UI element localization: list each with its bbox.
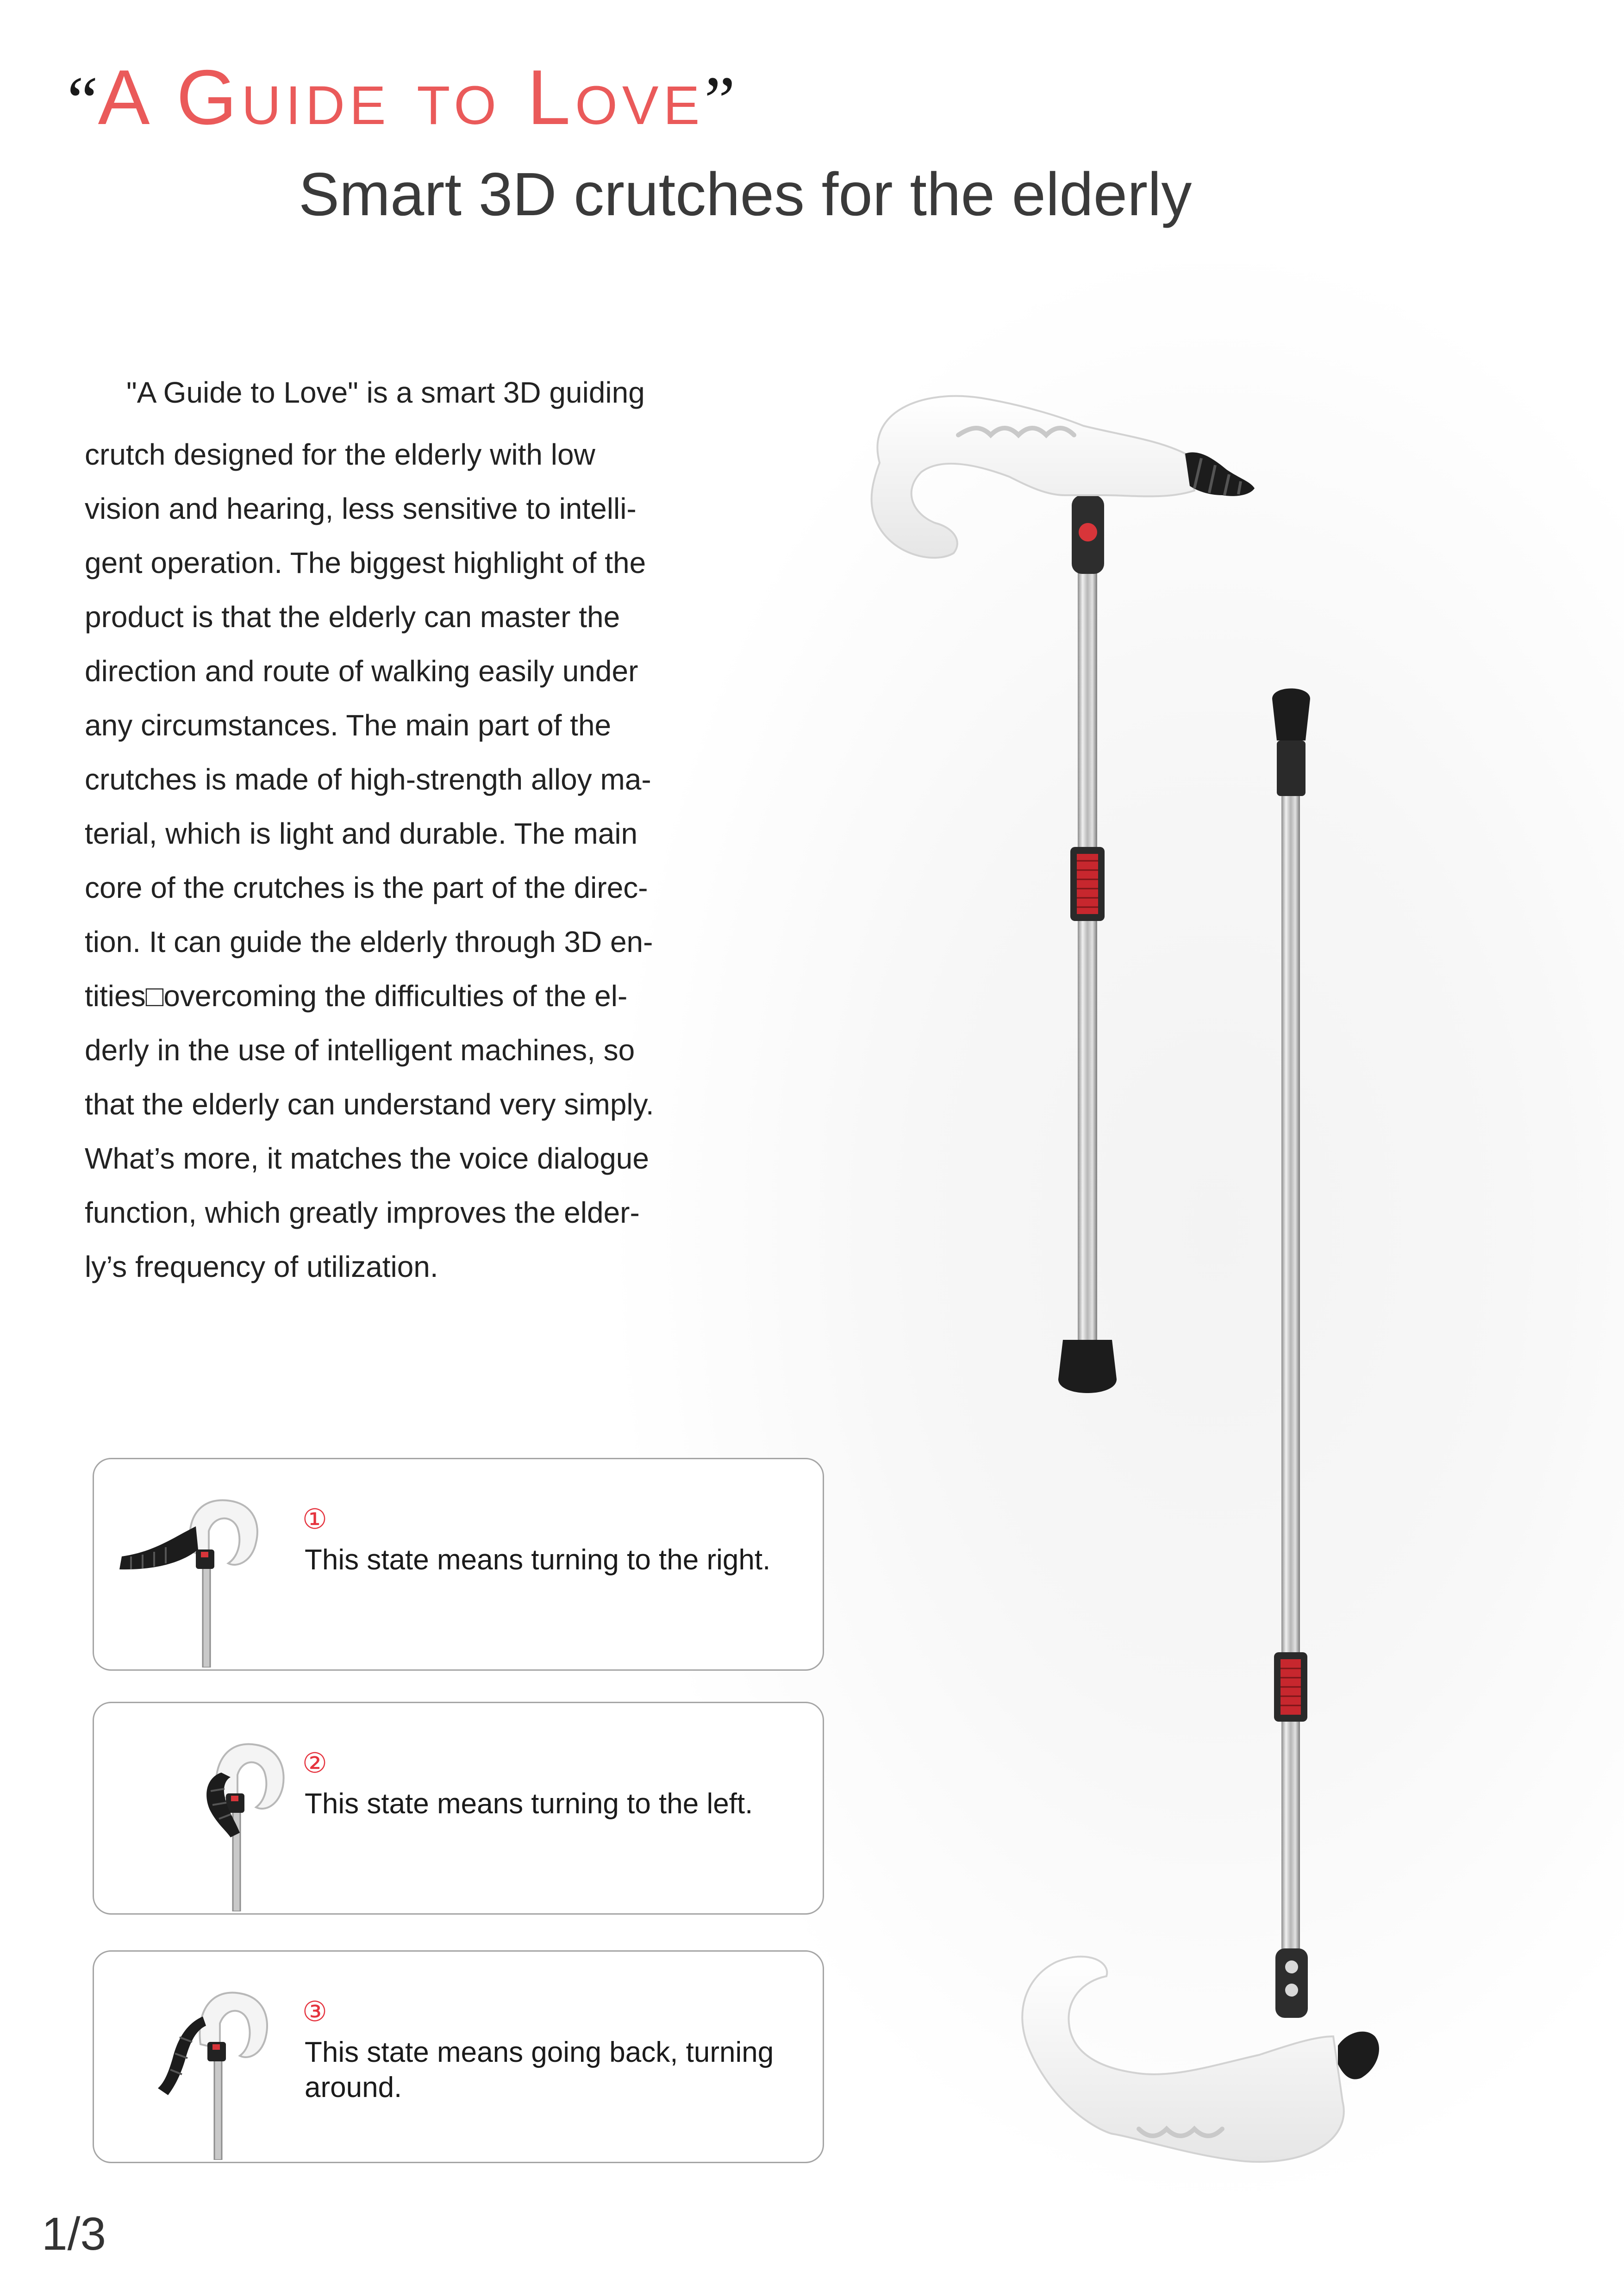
curved-handle <box>872 396 1194 558</box>
intro-line: derly in the use of intelligent machines, so <box>85 1033 635 1067</box>
intro-line: What’s more, it matches the voice dialogue <box>85 1142 649 1175</box>
intro-line: crutches is made of high-strength alloy ma- <box>85 763 651 796</box>
intro-line: vision and hearing, less sensitive to intelli- <box>85 492 637 525</box>
intro-paragraph <box>85 366 719 1294</box>
control-button-icon <box>1285 1984 1298 1997</box>
state-description: This state means going back, turning around. <box>305 2036 774 2103</box>
state-description: This state means turning to the left. <box>305 1788 753 1820</box>
control-button-icon <box>1285 1960 1298 1973</box>
crutch-upright <box>872 396 1255 1393</box>
rubber-foot-tip <box>1058 1340 1117 1393</box>
intro-line: crutch designed for the elderly with low <box>85 438 595 471</box>
intro-line: product is that the elderly can master the <box>85 600 620 634</box>
direction-guide-tip <box>1338 2032 1379 2079</box>
intro-line: that the elderly can understand very simply. <box>85 1088 654 1121</box>
state-card-turn-around <box>93 1950 824 2163</box>
state-number: ① <box>302 1503 327 1536</box>
red-button-icon <box>1079 523 1097 541</box>
intro-line: function, which greatly improves the elder- <box>85 1196 640 1229</box>
state-card-turn-left <box>93 1702 824 1915</box>
rubber-foot-tip <box>1272 689 1310 741</box>
state-number: ③ <box>302 1996 327 2028</box>
page-title <box>67 51 993 147</box>
title-open-quote: “ <box>67 62 98 139</box>
state-number: ② <box>302 1747 327 1780</box>
state-card-turn-right <box>93 1458 824 1671</box>
title-text: A Guide to Love <box>98 54 705 141</box>
direction-guide-tip <box>1185 452 1255 496</box>
intro-line: tities□overcoming the difficulties of the el- <box>85 979 628 1013</box>
crutch-shaft <box>1078 565 1097 1342</box>
intro-line: core of the crutches is the part of the direc- <box>85 871 648 904</box>
title-close-quote: ” <box>704 62 735 139</box>
control-housing <box>1275 1948 1308 2018</box>
state-description: This state means turning to the right. <box>305 1544 771 1576</box>
crutch-product-render <box>787 380 1528 2184</box>
red-indicator-band <box>1077 854 1098 914</box>
intro-line: ly’s frequency of utilization. <box>85 1250 438 1283</box>
intro-line: tion. It can guide the elderly through 3D en- <box>85 925 653 958</box>
intro-line: any circumstances. The main part of the <box>85 709 612 742</box>
intro-line: gent operation. The biggest highlight of the <box>85 546 646 579</box>
intro-line: direction and route of walking easily under <box>85 654 638 688</box>
page-subtitle: Smart 3D crutches for the elderly <box>299 160 1192 228</box>
intro-line: "A Guide to Love" is a smart 3D guiding <box>126 376 645 409</box>
intro-line: terial, which is light and durable. The main <box>85 817 638 850</box>
crutch-shaft <box>1281 791 1300 1958</box>
page-number: 1/3 <box>42 2208 106 2260</box>
